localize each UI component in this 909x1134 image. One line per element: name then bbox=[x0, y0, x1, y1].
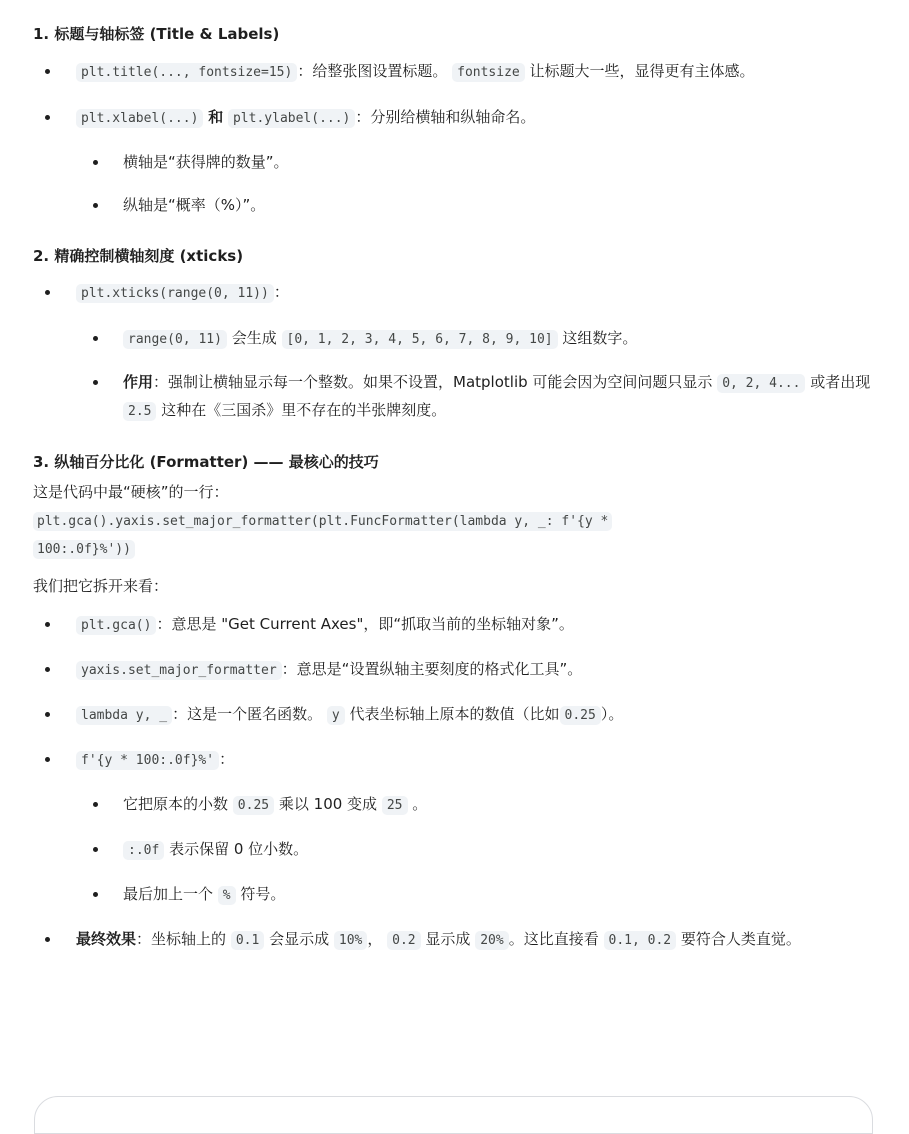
text: ：坐标轴上的 bbox=[136, 930, 227, 948]
list-item bbox=[33, 279, 883, 307]
text: 。这比直接看 bbox=[508, 930, 599, 948]
text: 或者出现 bbox=[810, 373, 871, 391]
section-3-heading: 3. 纵轴百分比化 (Formatter) —— 最核心的技巧 bbox=[33, 453, 379, 471]
text: ： bbox=[219, 750, 235, 768]
section-1-list bbox=[33, 58, 883, 218]
inline-code: plt.ylabel(...) bbox=[228, 109, 355, 128]
text: ：意思是“设置纵轴主要刻度的格式化工具”。 bbox=[281, 660, 583, 678]
inline-code: plt.xlabel(...) bbox=[76, 109, 203, 128]
inline-code: 20% bbox=[475, 931, 508, 950]
inline-code: plt.gca() bbox=[76, 616, 156, 635]
inline-code: 0.2 bbox=[387, 931, 420, 950]
section-1-heading: 1. 标题与轴标签 (Title & Labels) bbox=[33, 25, 280, 43]
list-item bbox=[33, 701, 883, 729]
text: ：意思是 "Get Current Axes"，即“抓取当前的坐标轴对象”。 bbox=[156, 615, 574, 633]
inline-code: plt.title(..., fontsize=15) bbox=[76, 63, 297, 82]
bold-text: 最终效果 bbox=[76, 930, 137, 948]
text: 这组数字。 bbox=[562, 329, 638, 347]
text: 纵轴是“概率（%）”。 bbox=[123, 196, 266, 214]
inline-code: yaxis.set_major_formatter bbox=[76, 661, 282, 680]
text: 最后加上一个 bbox=[123, 885, 214, 903]
section-3-split: 我们把它拆开来看： bbox=[33, 577, 169, 595]
inline-code: plt.xticks(range(0, 11)) bbox=[76, 284, 274, 303]
text: 。 bbox=[412, 795, 428, 813]
text: 表示保留 0 位小数。 bbox=[169, 840, 309, 858]
inline-code: 0.1, 0.2 bbox=[604, 931, 677, 950]
inline-code: 0.25 bbox=[233, 796, 274, 815]
prompt-input-card-edge[interactable] bbox=[34, 1096, 873, 1134]
list-item bbox=[33, 611, 883, 639]
list-item bbox=[33, 926, 883, 954]
inline-code: 2.5 bbox=[123, 402, 156, 421]
list-item bbox=[33, 149, 883, 175]
text: 会生成 bbox=[231, 329, 277, 347]
text: 符号。 bbox=[240, 885, 286, 903]
bold-text: 和 bbox=[208, 108, 224, 126]
inline-code: 0.25 bbox=[560, 706, 601, 725]
bold-text: 作用 bbox=[123, 373, 154, 391]
inline-code: % bbox=[218, 886, 236, 905]
section-3-list bbox=[33, 611, 883, 954]
text: ）。 bbox=[600, 705, 624, 723]
list-item bbox=[33, 325, 883, 353]
text: 它把原本的小数 bbox=[123, 795, 229, 813]
section-2-list bbox=[33, 279, 883, 425]
text: 这种在《三国杀》里不存在的半张牌刻度。 bbox=[161, 401, 447, 419]
text: ：这是一个匿名函数。 bbox=[172, 705, 323, 723]
list-item bbox=[33, 881, 883, 909]
text: 横轴是“获得牌的数量”。 bbox=[123, 153, 289, 171]
list-item bbox=[33, 656, 883, 684]
text: ：给整张图设置标题。 bbox=[297, 62, 448, 80]
inline-code: :.0f bbox=[123, 841, 164, 860]
list-item bbox=[33, 746, 883, 774]
code-line bbox=[33, 535, 883, 563]
text: 要符合人类直觉。 bbox=[680, 930, 801, 948]
list-item bbox=[33, 58, 883, 86]
text: ：强制让横轴显示每一个整数。如果不设置，Matplotlib 可能会因为空间问题只显示 bbox=[153, 373, 713, 391]
list-item bbox=[33, 369, 883, 425]
text: ：分别给横轴和纵轴命名。 bbox=[355, 108, 536, 126]
text: 乘以 100 变成 bbox=[278, 795, 378, 813]
list-item bbox=[33, 192, 883, 218]
list-item bbox=[33, 104, 883, 132]
document-body bbox=[33, 14, 883, 954]
text: 会显示成 bbox=[269, 930, 330, 948]
inline-code: f'{y * 100:.0f}%' bbox=[76, 751, 219, 770]
list-item bbox=[33, 836, 883, 864]
code-snippet: 100:.0f}%')) bbox=[33, 540, 135, 559]
inline-code: 10% bbox=[334, 931, 367, 950]
inline-code: 0, 2, 4... bbox=[717, 374, 805, 393]
text: 代表坐标轴上原本的数值（比如 bbox=[349, 705, 560, 723]
inline-code: lambda y, _ bbox=[76, 706, 172, 725]
text: 让标题大一些，显得更有主体感。 bbox=[529, 62, 755, 80]
inline-code: fontsize bbox=[452, 63, 525, 82]
list-item bbox=[33, 791, 883, 819]
code-snippet: plt.gca().yaxis.set_major_formatter(plt.FuncFormatter(lambda y, _: f'{y * bbox=[33, 512, 612, 531]
text: 显示成 bbox=[425, 930, 471, 948]
section-2-heading: 2. 精确控制横轴刻度 (xticks) bbox=[33, 247, 244, 265]
text: ， bbox=[367, 930, 383, 948]
section-3-intro: 这是代码中最“硬核”的一行： bbox=[33, 483, 229, 501]
inline-code: range(0, 11) bbox=[123, 330, 227, 349]
inline-code: y bbox=[327, 706, 345, 725]
inline-code: 25 bbox=[382, 796, 408, 815]
inline-code: 0.1 bbox=[231, 931, 264, 950]
text: ： bbox=[273, 283, 289, 301]
code-line bbox=[33, 507, 883, 535]
inline-code: [0, 1, 2, 3, 4, 5, 6, 7, 8, 9, 10] bbox=[282, 330, 558, 349]
